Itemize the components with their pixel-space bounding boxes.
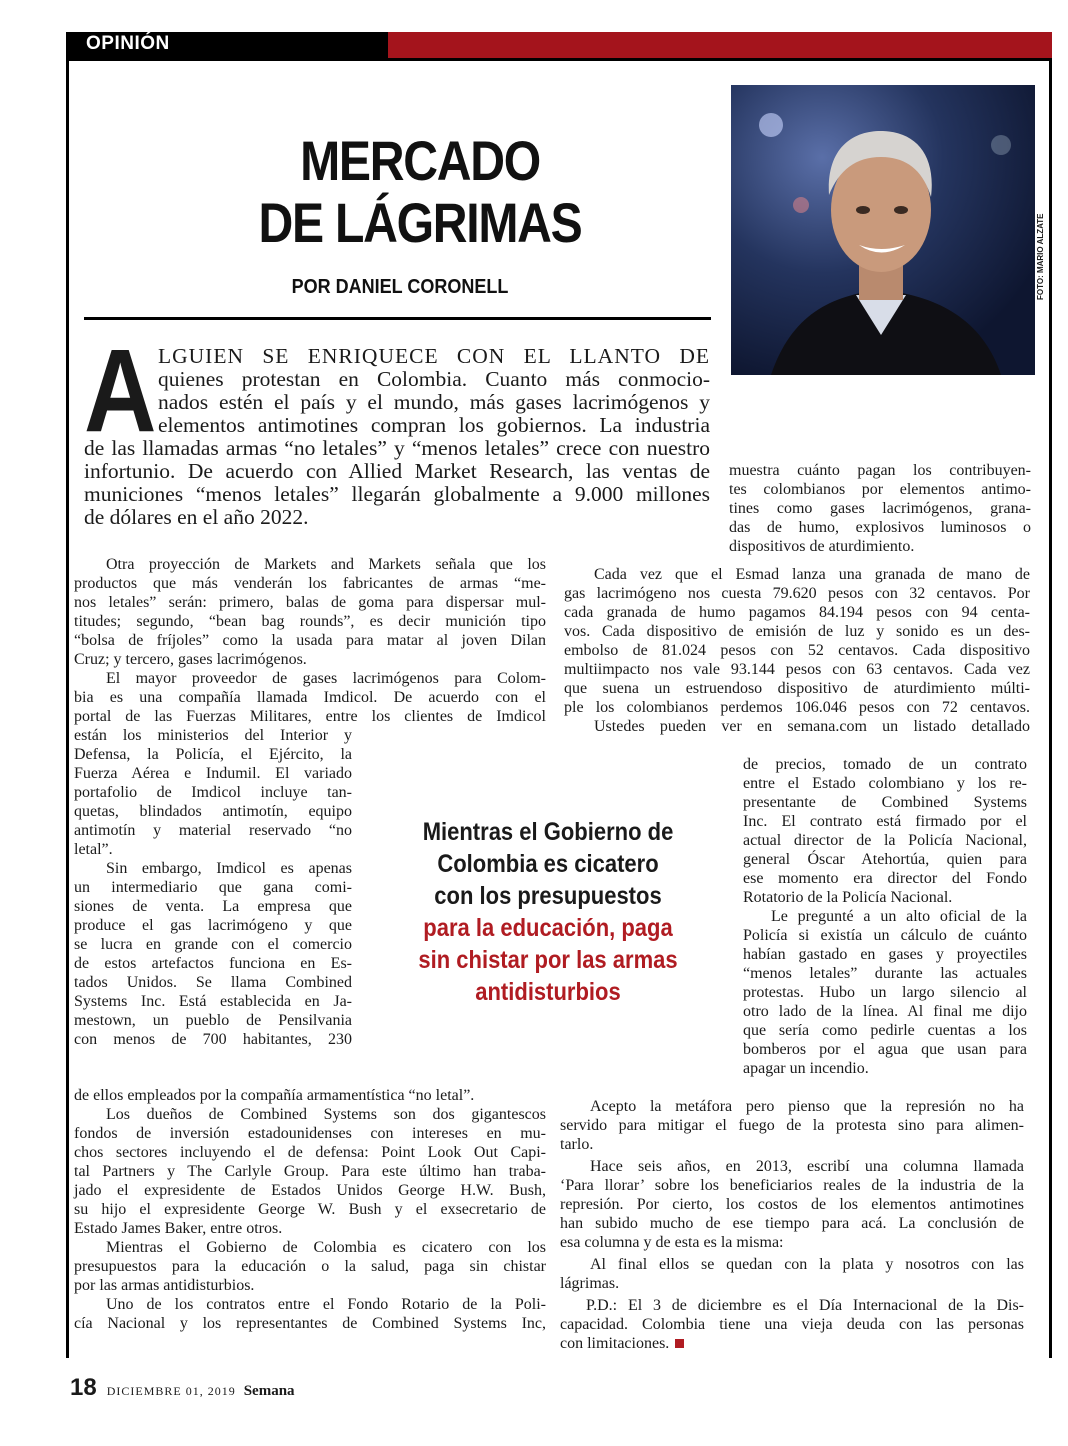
body-line: represión. Por cierto, los costos de los elementos antimotines (560, 1196, 1024, 1213)
body-line: ese momento era director del Fondo (743, 870, 1027, 887)
body-line: portafolio de Imdicol incluye tan- (74, 784, 352, 801)
body-line: embolso de 81.024 pesos con 52 centavos. Cada dispositivo (564, 642, 1030, 659)
pull-quote-line-red: sin chistar por las armas (418, 946, 678, 974)
body-line: jado el expresidente de Estados Unidos George H.W. Bush, (74, 1182, 546, 1199)
body-line: Systems Inc. Está establecida en Ja- (74, 993, 352, 1010)
body-line: P.D.: El 3 de diciembre es el Día Internacional de la Dis- (586, 1297, 1024, 1314)
body-line: están los ministerios del Interior y (74, 727, 352, 744)
body-line: bia es una compañía llamada Imdicol. De acuerdo con el (74, 689, 546, 706)
section-label: OPINIÓN (86, 33, 170, 54)
body-line: cía Nacional y los representantes de Combined Systems Inc, (74, 1315, 546, 1332)
body-line: Sin embargo, Imdicol es apenas (106, 860, 352, 877)
body-line: han subido mucho de ese tiempo para acá. La conclusión de (560, 1215, 1024, 1232)
body-line: chos sectores incluyendo el de defensa: Point Look Out Capi- (74, 1144, 546, 1161)
body-line: de precios, tomado de un contrato (743, 756, 1027, 773)
left-column-bottom (74, 1086, 546, 1333)
body-line: tarlo. (560, 1136, 594, 1153)
body-line: presupuestos para la educación o la salud, paga sin chistar (74, 1258, 546, 1275)
body-line: Otra proyección de Markets and Markets señala que los (106, 556, 546, 573)
body-line: Cada vez que el Esmad lanza una granada de mano de (594, 566, 1030, 583)
body-line: otro lado de la línea. Al final me dijo (743, 1003, 1027, 1020)
body-line: letal”. (74, 841, 113, 858)
title-line-2: DE LÁGRIMAS (258, 191, 582, 254)
pull-quote-line: Mientras el Gobierno de (422, 818, 674, 846)
body-line: apagar un incendio. (743, 1060, 869, 1077)
body-line: Estado James Baker, entre otros. (74, 1220, 283, 1237)
body-line: esa columna y de esta es la misma: (560, 1234, 784, 1251)
body-line: dispositivos de aturdimiento. (729, 538, 915, 555)
body-line (560, 1334, 1024, 1353)
right-column-top (729, 461, 1031, 556)
pull-quote-line: Colombia es cicatero (437, 850, 659, 878)
body-line: productos que más venderán los fabricantes de armas “me- (74, 575, 546, 592)
body-line: cada granada de humo pagamos 84.194 pesos con 94 centa- (564, 604, 1030, 621)
left-column-narrow (74, 726, 352, 1049)
lead-line: municiones “menos letales” llegarán globalmente a 9.000 millones (84, 482, 710, 506)
body-line: portal de las Fuerzas Militares, entre los clientes de Imdicol (74, 708, 546, 725)
left-column-top (74, 555, 546, 726)
body-line: produce el gas lacrimógeno y que (74, 917, 352, 934)
frame-top-rule (66, 58, 1052, 61)
body-line: que sería como pedirle cuentas a los (743, 1022, 1027, 1039)
body-line: Los dueños de Combined Systems son dos gigantescos (106, 1106, 546, 1123)
lead-line: elementos antimotines compran los gobiernos. La industria (158, 413, 710, 437)
body-line: Hace seis años, en 2013, escribí una columna llamada (590, 1158, 1024, 1175)
page-number: 18 (70, 1374, 97, 1401)
end-mark-icon (675, 1339, 684, 1348)
body-line: un intermediario que gana comi- (74, 879, 352, 896)
body-line: de ellos empleados por la compañía armamentística “no letal”. (74, 1087, 475, 1104)
body-line: presentante de Combined Systems (743, 794, 1027, 811)
body-line: “bolsa de fríjoles” como la usada para matar al joven Dilan (74, 632, 546, 649)
byline: POR DANIEL CORONELL (291, 276, 509, 298)
body-line: mestown, un pueblo de Pensilvania (74, 1012, 352, 1029)
body-line: Cruz; y tercero, gases lacrimógenos. (74, 651, 307, 668)
article-title (205, 130, 635, 254)
pull-quote-line: con los presupuestos (434, 882, 662, 910)
body-line: ‘Para llorar’ sobre los beneficiarios reales de la industria de la (560, 1177, 1024, 1194)
body-line: tes colombianos por elementos antimo- (729, 481, 1031, 498)
body-line: vos. Cada dispositivo de emisión de luz y sonido es un des- (564, 623, 1030, 640)
body-line: El mayor proveedor de gases lacrimógenos para Colom- (106, 670, 546, 687)
body-line: Le pregunté a un alto oficial de la (771, 908, 1027, 925)
body-line: con menos de 700 habitantes, 230 (74, 1031, 352, 1048)
body-line: fondos de inversión estadounidenses con intereses en mu- (74, 1125, 546, 1142)
right-column-bottom (560, 1097, 1024, 1353)
body-line: su hijo el expresidente George W. Bush y el exsecretario de (74, 1201, 546, 1218)
pull-quote-line-red: para la educación, paga (423, 914, 673, 942)
body-line: ple los colombianos perdemos 106.046 pesos con 72 centavos. (564, 699, 1030, 716)
title-line-1: MERCADO (300, 129, 540, 192)
body-line: Fuerza Aérea e Indumil. El variado (74, 765, 352, 782)
body-line: muestra cuánto pagan los contribuyen- (729, 462, 1031, 479)
body-line: protestas. Hubo un largo silencio al (743, 984, 1027, 1001)
author-portrait-image (731, 85, 1035, 375)
magazine-name: Semana (243, 1383, 295, 1399)
frame-left-rule (66, 58, 69, 1358)
body-line: tal Partners y The Carlyle Group. Para este último han traba- (74, 1163, 546, 1180)
body-line-text: con limitaciones. (560, 1335, 670, 1352)
right-column-mid (564, 565, 1030, 736)
body-line: Al final ellos se quedan con la plata y nosotros con las (590, 1256, 1024, 1273)
body-line: antimotín y material reservado “no (74, 822, 352, 839)
body-line: servido para mitigar el fuego de la protesta sino para alimen- (560, 1117, 1024, 1134)
body-line: das de humo, explosivos luminosos o (729, 519, 1031, 536)
body-line: quetas, blindados antimotín, equipo (74, 803, 352, 820)
body-line: titudes; segundo, “bean bag rounds”, es decir munición tipo (74, 613, 546, 630)
body-line: general Óscar Atehortúa, quien para (743, 851, 1027, 868)
body-line: Mientras el Gobierno de Colombia es cicatero con los (106, 1239, 546, 1256)
frame-right-rule (1049, 58, 1052, 1358)
page-footer (70, 1374, 295, 1402)
body-line: actual director de la Policía Nacional, (743, 832, 1027, 849)
lead-line: LGUIEN SE ENRIQUECE CON EL LLANTO DE (158, 344, 710, 368)
right-column-narrow (743, 755, 1027, 1078)
body-line: por las armas antidisturbios. (74, 1277, 255, 1294)
body-line: “menos letales” durante las actuales (743, 965, 1027, 982)
lead-line: de dólares en el año 2022. (84, 505, 309, 529)
body-line: Rotatorio de la Policía Nacional. (743, 889, 953, 906)
issue-date: DICIEMBRE 01, 2019 (106, 1384, 236, 1398)
section-bar-accent (388, 32, 1052, 58)
lead-line: de las llamadas armas “no letales” y “menos letales” crece con nuestro (84, 436, 710, 460)
body-line: de estos artefactos funciona en Es- (74, 955, 352, 972)
body-line: lágrimas. (560, 1275, 620, 1292)
body-line: tines como gases lacrimógenos, grana- (729, 500, 1031, 517)
drop-cap: A (84, 325, 157, 457)
section-bar (66, 32, 1052, 58)
body-line: capacidad. Colombia tiene una vieja deuda con las personas (560, 1316, 1024, 1333)
author-photo (731, 85, 1035, 375)
body-line: Defensa, la Policía, el Ejército, la (74, 746, 352, 763)
lead-line: quienes protestan en Colombia. Cuanto más conmocio- (158, 367, 710, 391)
body-line: Uno de los contratos entre el Fondo Rotario de la Poli- (106, 1296, 546, 1313)
body-line: tados Unidos. Se llama Combined (74, 974, 352, 991)
title-rule (84, 317, 711, 320)
body-line: siones de venta. La empresa que (74, 898, 352, 915)
body-line: Ustedes pueden ver en semana.com un listado detallado (594, 718, 1030, 735)
photo-credit: FOTO: MARIO ALZATE (1036, 213, 1045, 300)
pull-quote (407, 816, 689, 1008)
body-line: Inc. El contrato está firmado por el (743, 813, 1027, 830)
body-line: nos letales” serán: primero, balas de goma para dispersar mul- (74, 594, 546, 611)
lead-line: nados estén el país y el mundo, más gases lacrimógenos y (158, 390, 710, 414)
body-line: se lucra en grande con el comercio (74, 936, 352, 953)
body-line: bomberos por el agua que usan para (743, 1041, 1027, 1058)
lead-line: infortunio. De acuerdo con Allied Market Research, las ventas de (84, 459, 710, 483)
body-line: gas lacrimógeno nos cuesta 79.620 pesos con 32 centavos. Por (564, 585, 1030, 602)
body-line: Acepto la metáfora pero pienso que la represión no ha (590, 1098, 1024, 1115)
pull-quote-line-red: antidisturbios (475, 978, 621, 1006)
body-line: habían gastado en gases y proyectiles (743, 946, 1027, 963)
body-line: multiimpacto nos vale 93.144 pesos con 63 centavos. Cada vez (564, 661, 1030, 678)
body-line: entre el Estado colombiano y los re- (743, 775, 1027, 792)
body-line: que suena un estruendoso dispositivo de aturdimiento múlti- (564, 680, 1030, 697)
body-line: Policía si existía un cálculo de cuánto (743, 927, 1027, 944)
